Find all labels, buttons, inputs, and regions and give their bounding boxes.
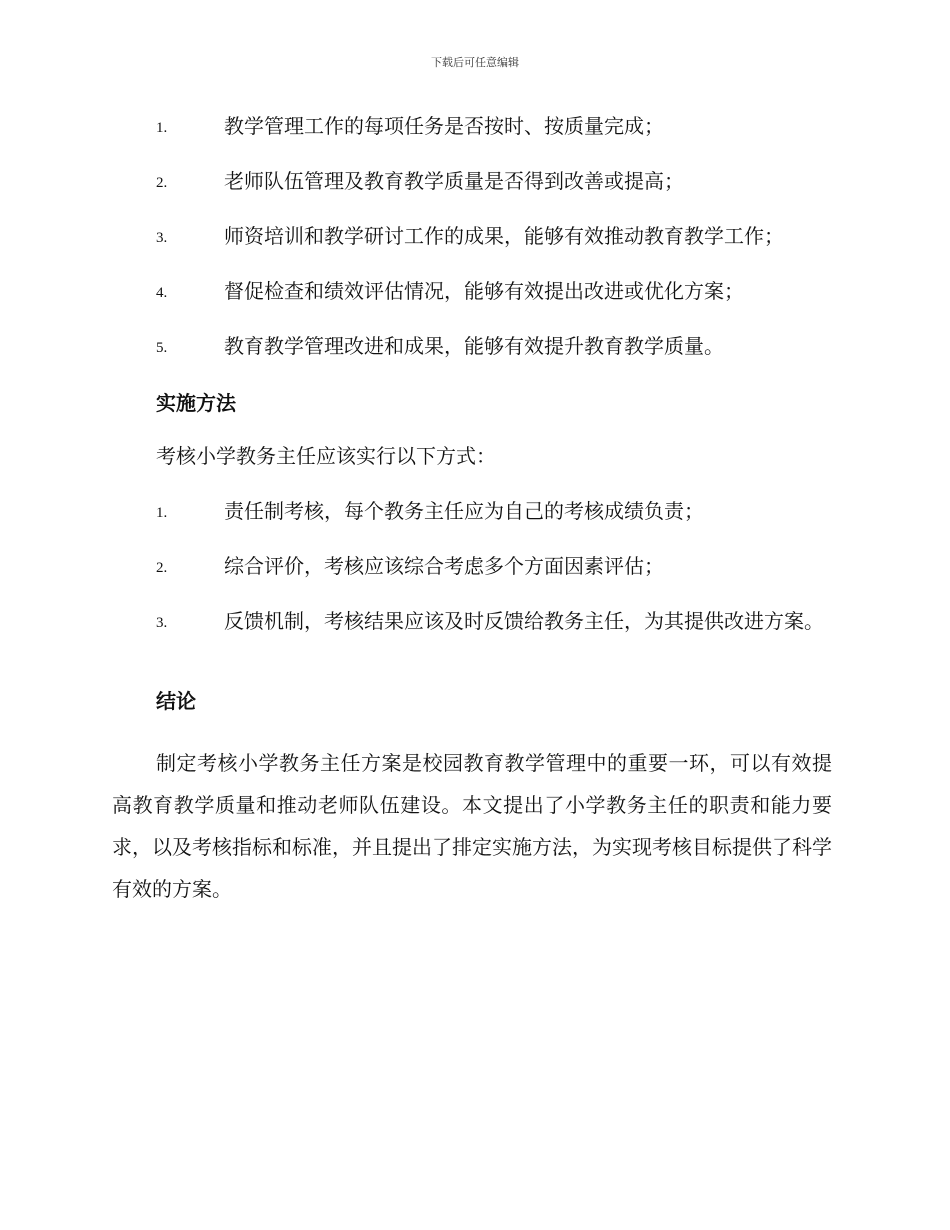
list-text: 责任制考核，每个教务主任应为自己的考核成绩负责； xyxy=(224,499,704,523)
list-number: 3. xyxy=(156,615,168,631)
criteria-item xyxy=(112,273,832,328)
page-header-note: 下载后可任意编辑 xyxy=(431,56,519,69)
criteria-item xyxy=(112,218,832,273)
implementation-intro: 考核小学教务主任应该实行以下方式： xyxy=(156,444,496,468)
implementation-heading: 实施方法 xyxy=(156,391,236,415)
list-number: 1. xyxy=(156,120,168,136)
list-number: 2. xyxy=(156,175,168,191)
list-number: 5. xyxy=(156,340,168,356)
list-text: 综合评价，考核应该综合考虑多个方面因素评估； xyxy=(224,554,664,578)
conclusion-heading-row xyxy=(112,681,832,736)
list-text: 督促检查和绩效评估情况，能够有效提出改进或优化方案； xyxy=(224,279,744,303)
list-text: 老师队伍管理及教育教学质量是否得到改善或提高； xyxy=(224,169,684,193)
list-number: 3. xyxy=(156,230,168,246)
criteria-item xyxy=(112,108,832,163)
implementation-item xyxy=(112,493,832,548)
list-text: 师资培训和教学研讨工作的成果，能够有效推动教育教学工作； xyxy=(224,224,784,248)
implementation-item xyxy=(112,548,832,603)
list-text: 教学管理工作的每项任务是否按时、按质量完成； xyxy=(224,114,664,138)
criteria-item xyxy=(112,328,832,383)
list-number: 4. xyxy=(156,285,168,301)
list-number: 2. xyxy=(156,560,168,576)
conclusion-paragraph: 制定考核小学教务主任方案是校园教育教学管理中的重要一环，可以有效提高教育教学质量和推动老师队伍建设。本文提出了小学教务主任的职责和能力要求，以及考核指标和标准，并且提出了排定实施方法，为实现考核目标提供了科学有效的方案。 xyxy=(112,751,832,901)
list-text: 教育教学管理改进和成果，能够有效提升教育教学质量。 xyxy=(224,334,724,358)
list-text: 反馈机制，考核结果应该及时反馈给教务主任，为其提供改进方案。 xyxy=(224,609,824,633)
list-number: 1. xyxy=(156,505,168,521)
implementation-item xyxy=(112,603,832,681)
implementation-heading-row xyxy=(112,383,832,438)
document-body xyxy=(112,108,832,910)
implementation-intro-row xyxy=(112,438,832,493)
conclusion-heading: 结论 xyxy=(156,689,196,713)
criteria-item xyxy=(112,163,832,218)
